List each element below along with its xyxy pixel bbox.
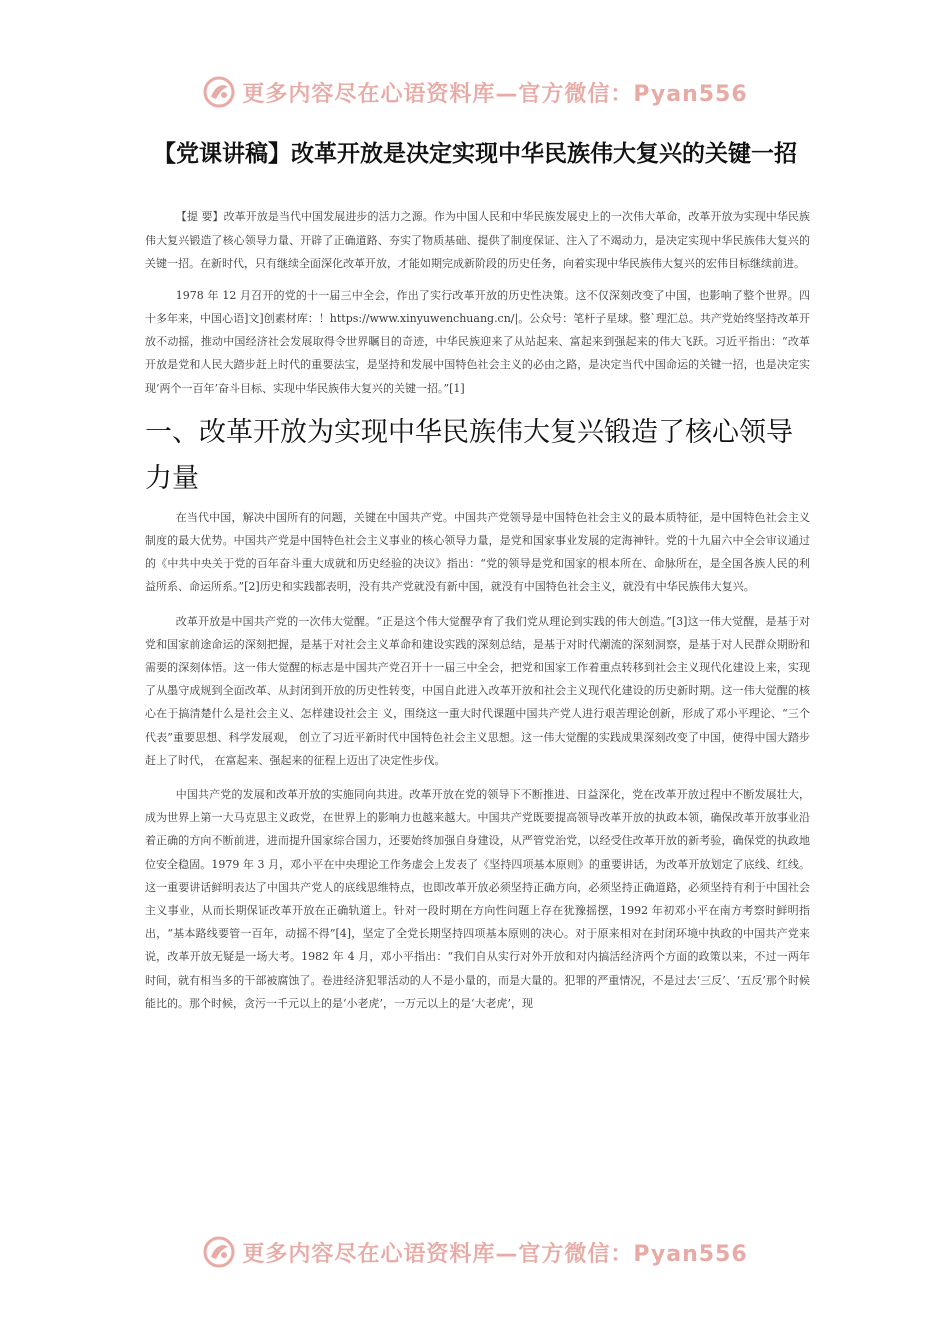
body-paragraph: 在当代中国，解决中国所有的问题，关键在中国共产党。中国共产党领导是中国特色社会主义的最本质特征，是中国特色社会主义制度的最大优势。中国共产党是中国特色社会主义事业的核心领导力量，是党和国家事业发展的定海神针。党的十九届六中全会审议通过的《中共中央关于党的百年奋斗重大成就和历史经验的决议》指出：“党的领导是党和国家的根本所在、命脉所在，是全国各族人民的利益所系、命运所系。”[2]历史和实践都表明，没有共产党就没有新中国，就没有中国特色社会主义，就没有中华民族伟大复兴。: [145, 510, 810, 594]
banner-text: 更多内容尽在心语资料库—官方微信：Pyan556: [242, 81, 748, 107]
banner-text: 更多内容尽在心语资料库—官方微信：Pyan556: [242, 1241, 748, 1267]
brand-logo-icon: [202, 75, 236, 109]
footer-banner: [0, 1232, 950, 1272]
document-body: [145, 205, 810, 1026]
intro-paragraph: 1978 年 12 月召开的党的十一届三中全会，作出了实行改革开放的历史性决策。这不仅深刻改变了中国，也影响了整个世界。四十多年来，中国心语]文]创素材库：！https://www.xinyuwenchuang.cn/|。公众号：笔杆子星球。整`理汇总。共产党始终坚持改革开放不动摇，推动中国经济社会发展取得令世界瞩目的奇迹，中华民族迎来了从站起来、富起来到强起来的伟大飞跃。习近平指出：“改革开放是党和人民大踏步赶上时代的重要法宝，是坚持和发展中国特色社会主义的必由之路，是决定当代中国命运的关键一招，也是决定实现‘两个一百年’奋斗目标、实现中华民族伟大复兴的关键一招。”[1]: [145, 288, 810, 395]
body-paragraph: 改革开放是中国共产党的一次伟大觉醒。“正是这个伟大觉醒孕育了我们党从理论到实践的伟大创造。”[3]这一伟大觉醒，是基于对党和国家前途命运的深刻把握，是基于对社会主义革命和建设实践的深刻总结，是基于对时代潮流的深刻洞察，是基于对人民群众期盼和需要的深刻体悟。这一伟大觉醒的标志是中国共产党召开十一届三中全会，把党和国家工作着重点转移到社会主义现代化建设上来，实现了从墨守成规到全面改革、从封闭到开放的历史性转变，中国自此进入改革开放和社会主义现代化建设的历史新时期。这一伟大觉醒的核心在于搞清楚什么是社会主义、怎样建设社会主 义，围绕这一重大时代课题中国共产党人进行艰苦理论创新，形成了邓小平理论、“三个代表”重要思想、科学发展观， 创立了习近平新时代中国特色社会主义思想。这一伟大觉醒的实践成果深刻改变了中国，使得中国大踏步赶上了时代， 在富起来、强起来的征程上迈出了决定性步伐。: [145, 614, 810, 767]
abstract-paragraph: 【提 要】改革开放是当代中国发展进步的活力之源。作为中国人民和中华民族发展史上的一次伟大革命，改革开放为实现中华民族伟大复兴锻造了核心领导力量、开辟了正确道路、夯实了物质基础、提供了制度保证、注入了不竭动力，是决定实现中华民族伟大复兴的关键一招。在新时代，只有继续全面深化改革开放，才能如期完成新阶段的历史任务，向着实现中华民族伟大复兴的宏伟目标继续前进。: [145, 210, 810, 271]
section-heading: 一、改革开放为实现中华民族伟大复兴锻造了核心领导力量: [145, 416, 793, 494]
header-banner: [0, 72, 950, 112]
brand-logo-icon: [202, 1235, 236, 1269]
document-title: 【党课讲稿】改革开放是决定实现中华民族伟大复兴的关键一招: [153, 141, 797, 167]
body-paragraph: 中国共产党的发展和改革开放的实施同向共进。改革开放在党的领导下不断推进、日益深化，党在改革开放过程中不断发展壮大，成为世界上第一大马克思主义政党，在世界上的影响力也越来越大。中国共产党既要提高领导改革开放的执政本领，确保改革开放事业沿着正确的方向不断前进，进而提升国家综合国力，还要始终加强自身建设，从严管党治党，以经受住改革开放的新考验，确保党的执政地位安全稳固。1979 年 3 月，邓小平在中央理论工作务虚会上发表了《坚持四项基本原则》的重要讲话，为改革开放划定了底线、红线。这一重要讲话鲜明表达了中国共产党人的底线思维特点，也即改革开放必须坚持正确方向，必须坚持正确道路，必须坚持有利于中国社会主义事业，从而长期保证改革开放在正确轨道上。针对一段时期在方向性问题上存在犹豫摇摆，1992 年初邓小平在南方考察时鲜明指出，“基本路线要管一百年，动摇不得”[4]，坚定了全党长期坚持四项基本原则的决心。对于原来相对在封闭环境中执政的中国共产党来说，改革开放无疑是一场大考。1982 年 4 月，邓小平指出：“我们自从实行对外开放和对内搞活经济两个方面的政策以来，不过一两年时间，就有相当多的干部被腐蚀了。卷进经济犯罪活动的人不是小量的，而是大量的。犯罪的严重情况，不是过去‘三反’、‘五反’那个时候能比的。那个时候，贪污一千元以上的是‘小老虎’，一万元以上的是‘大老虎’，现: [145, 788, 810, 1010]
